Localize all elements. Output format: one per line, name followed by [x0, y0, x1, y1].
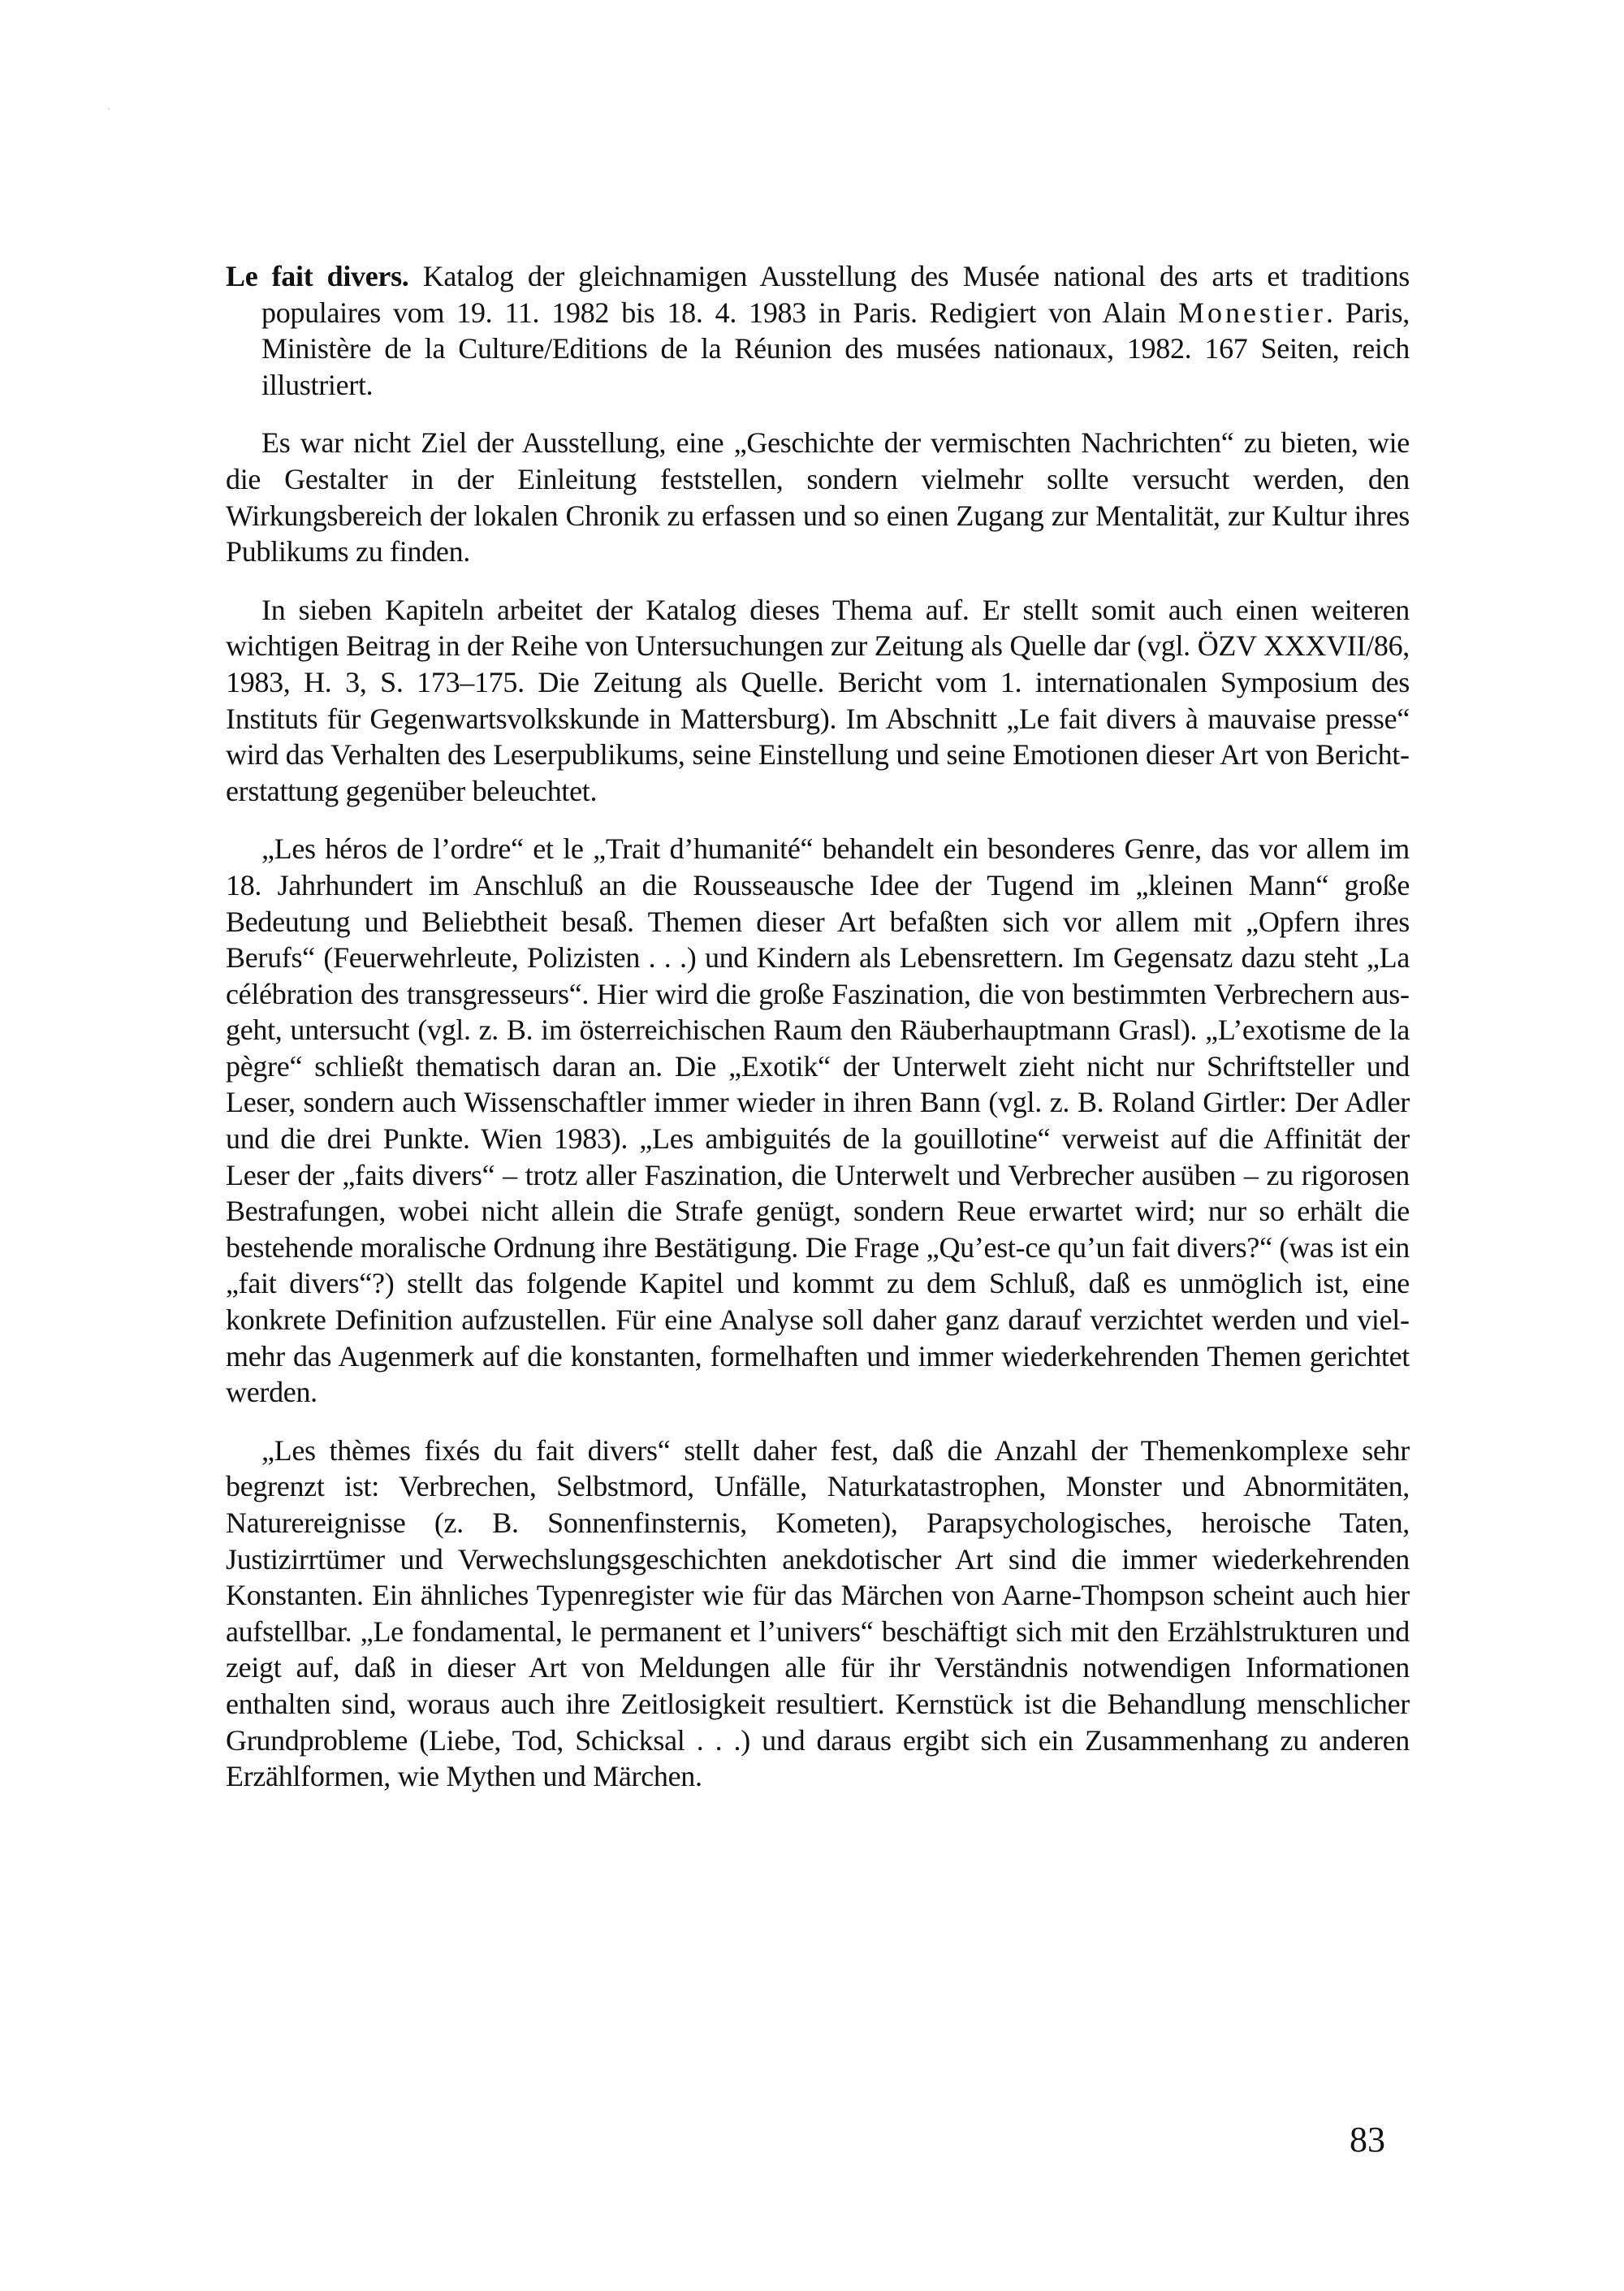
review-paragraph-chapters: In sieben Kapiteln arbeitet der Katalog dieses Thema auf. Er stellt somit auch einen weiteren wichtigen Beitrag in der Reihe von Untersuchungen zur Zeitung als Quelle dar (vgl. ÖZV XXXVII/86, 1983, H. 3, S. 173–175. Die Zeitung als Quelle. Bericht vom 1. internationalen Symposium des Instituts für Gegenwartsvolkskunde in Mattersburg). Im Abschnitt „Le fait divers à mauvaise presse“ wird das Verhalten des Leserpublikums, seine Einstellung und seine Emotionen dieser Art von Berichterstattung gegenüber beleuchtet.: [226, 593, 1410, 807]
review-paragraph-genres: „Les héros de l’ordre“ et le „Trait d’humanité“ behandelt ein besonderes Genre, das vor allem im 18. Jahrhundert im Anschluß an die Rousseausche Idee der Tugend im „kleinen Mann“ große Bedeutung und Beliebtheit besaß. Themen dieser Art befaßten sich vor allem mit „Opfern ihres Berufs“ (Feuerwehrleute, Polizisten . . .) und Kindern als Lebensrettern. Im Gegensatz dazu steht „La célébration des transgresseurs“. Hier wird die große Faszination, die von bestimmten Verbrechern ausgeht, untersucht (vgl. z. B. im österreichischen Raum den Räuberhauptmann Grasl). „L’exotisme de la pègre“ schließt thematisch daran an. Die „Exotik“ der Unterwelt zieht nicht nur Schriftsteller und Leser, sondern auch Wissenschaftler immer wieder in ihren Bann (vgl. z. B. Roland Girtler: Der Adler und die drei Punkte. Wien 1983). „Les ambiguités de la gouillotine“ verweist auf die Affinität der Leser der „faits divers“ – trotz aller Faszination, die Unterwelt und Verbrecher ausüben – zu rigorosen Bestrafungen, wobei nicht allein die Strafe genügt, sondern Reue erwartet wird; nur so erhält die bestehende moralische Ordnung ihre Bestätigung. Die Frage „Qu’est-ce qu’un fait divers?“ (was ist ein „fait divers“?) stellt das folgende Kapitel und kommt zu dem Schluß, daß es unmöglich ist, eine konkrete Definition aufzustellen. Für eine Analyse soll daher ganz darauf verzichtet werden und vielmehr das Augenmerk auf die konstanten, formelhaften und immer wiederkehrenden Themen gerichtet werden.: [226, 832, 1410, 1409]
book-review-page: [226, 258, 1410, 1817]
editor-surname: Monestier: [1178, 296, 1326, 329]
book-title: Le fait divers.: [226, 260, 409, 292]
page-number: 83: [1350, 2120, 1385, 2159]
scan-artifact-dot: [108, 108, 110, 110]
review-paragraph-themes: „Les thèmes fixés du fait divers“ stellt daher fest, daß die Anzahl der Themenkomplexe sehr begrenzt ist: Verbrechen, Selbstmord, Unfälle, Naturkatastrophen, Monster und Abnormitäten, Naturereignisse (z. B. Sonnenfinsternis, Kometen), Parapsychologisches, heroische Taten, Justizirrtümer und Verwechslungsgeschichten anekdotischer Art sind die immer wiederkehrenden Konstanten. Ein ähnliches Typenregister wie für das Märchen von Aarne-Thompson scheint auch hier aufstellbar. „Le fondamental, le permanent et l’univers“ beschäftigt sich mit den Erzählstrukturen und zeigt auf, daß in dieser Art von Meldungen alle für ihr Verständnis notwendigen Informationen enthalten sind, woraus auch ihre Zeitlosigkeit resultiert. Kernstück ist die Behandlung menschlicher Grundprobleme (Liebe, Tod, Schicksal . . .) und daraus ergibt sich ein Zusammenhang zu anderen Erzählformen, wie Mythen und Märchen.: [226, 1433, 1410, 1793]
review-paragraph-aim: Es war nicht Ziel der Ausstellung, eine „Geschichte der vermischten Nachrichten“ zu bieten, wie die Gestalter in der Einleitung feststellen, sondern vielmehr sollte versucht werden, den Wirkungsbereich der lokalen Chronik zu erfassen und so einen Zugang zur Mentalität, zur Kultur ihres Publikums zu finden.: [226, 426, 1410, 568]
publication-details: . Paris, Ministère de la Culture/Editions de la Réunion des musées nationaux, 1982. 167 Seiten, reich illustriert.: [261, 296, 1410, 401]
bibliographic-entry: [226, 258, 1410, 403]
bibliographic-details: Katalog der gleichnamigen Ausstellung des Musée national des arts et traditions populaires vom 19. 11. 1982 bis 18. 4. 1983 in Paris. Redigiert von Alain: [261, 260, 1410, 329]
